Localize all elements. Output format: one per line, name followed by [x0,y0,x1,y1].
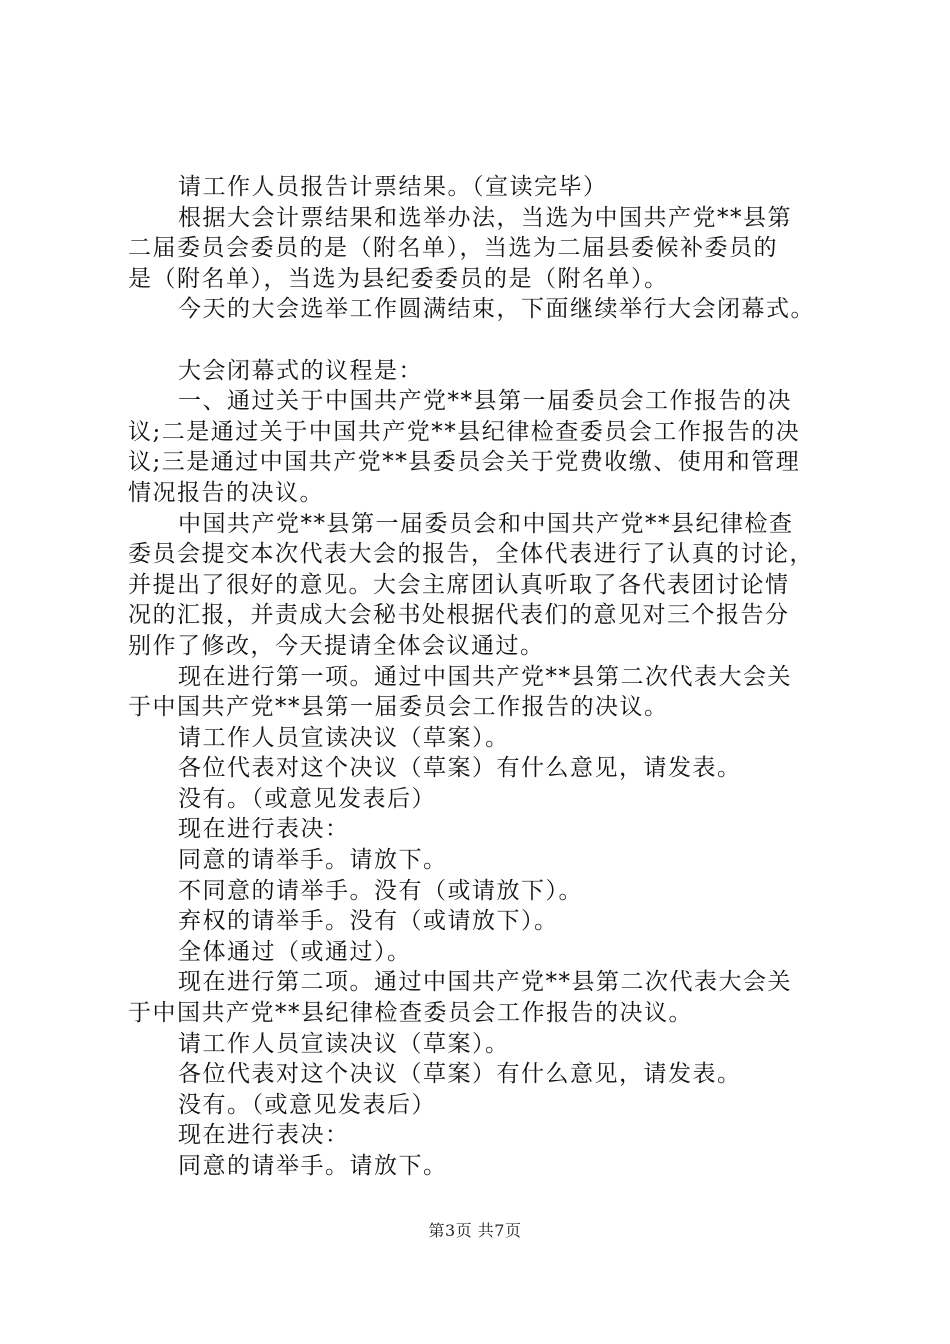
paragraph-line: 大会闭幕式的议程是： [178,357,423,384]
paragraph-line: 情况报告的决议。 [128,479,324,506]
page-footer [0,1218,950,1241]
paragraph-line: 是（附名单），当选为县纪委委员的是（附名单）。 [128,265,669,292]
paragraph-line: 请工作人员报告计票结果。（宣读完毕） [178,174,608,200]
paragraph-line: 没有。（或意见发表后） [178,1091,436,1118]
paragraph-line: 议;二是通过关于中国共产党**县纪律检查委员会工作报告的决 [128,418,801,445]
paragraph-line: 不同意的请举手。没有（或请放下）。 [178,877,583,904]
paragraph-line: 中国共产党**县第一届委员会和中国共产党**县纪律检查 [178,510,794,537]
paragraph-line: 别作了修改，今天提请全体会议通过。 [128,632,545,659]
document-body [128,172,830,1182]
paragraph-line: 现在进行表决： [178,816,350,843]
paragraph-line: 各位代表对这个决议（草案）有什么意见，请发表。 [178,1061,742,1088]
paragraph-line: 并提出了很好的意见。大会主席团认真听取了各代表团讨论情 [128,571,790,598]
paragraph-line: 现在进行第一项。通过中国共产党**县第二次代表大会关 [178,663,792,690]
page-number: 第3页 [428,1221,473,1240]
paragraph-line: 二届委员会委员的是（附名单），当选为二届县委候补委员的 [128,235,778,262]
paragraph-line: 于中国共产党**县纪律检查委员会工作报告的决议。 [128,1000,693,1027]
paragraph-line: 请工作人员宣读决议（草案）。 [178,1030,510,1057]
paragraph-line: 况的汇报，并责成大会秘书处根据代表们的意见对三个报告分 [128,602,790,629]
paragraph-line: 一、通过关于中国共产党**县第一届委员会工作报告的决 [178,388,792,415]
blank-line [128,325,830,356]
paragraph-line: 委员会提交本次代表大会的报告，全体代表进行了认真的讨论， [128,541,814,568]
paragraph-line: 请工作人员宣读决议（草案）。 [178,724,510,751]
total-pages: 共7页 [477,1221,522,1240]
paragraph-line: 今天的大会选举工作圆满结束，下面继续举行大会闭幕式。 [178,296,815,323]
paragraph-line: 同意的请举手。请放下。 [178,1153,448,1179]
paragraph-line: 于中国共产党**县第一届委员会工作报告的决议。 [128,694,669,721]
paragraph-line: 议;三是通过中国共产党**县委员会关于党费收缴、使用和管理 [128,449,801,476]
paragraph-line: 没有。（或意见发表后） [178,785,436,812]
paragraph-line: 全体通过（或通过）。 [178,938,412,965]
paragraph-line: 现在进行第二项。通过中国共产党**县第二次代表大会关 [178,969,792,996]
paragraph-line: 根据大会计票结果和选举办法，当选为中国共产党**县第 [178,204,792,231]
paragraph-line: 弃权的请举手。没有（或请放下）。 [178,908,559,935]
paragraph-line: 同意的请举手。请放下。 [178,847,448,874]
paragraph-line: 各位代表对这个决议（草案）有什么意见，请发表。 [178,755,742,782]
paragraph-line: 现在进行表决： [178,1122,350,1149]
